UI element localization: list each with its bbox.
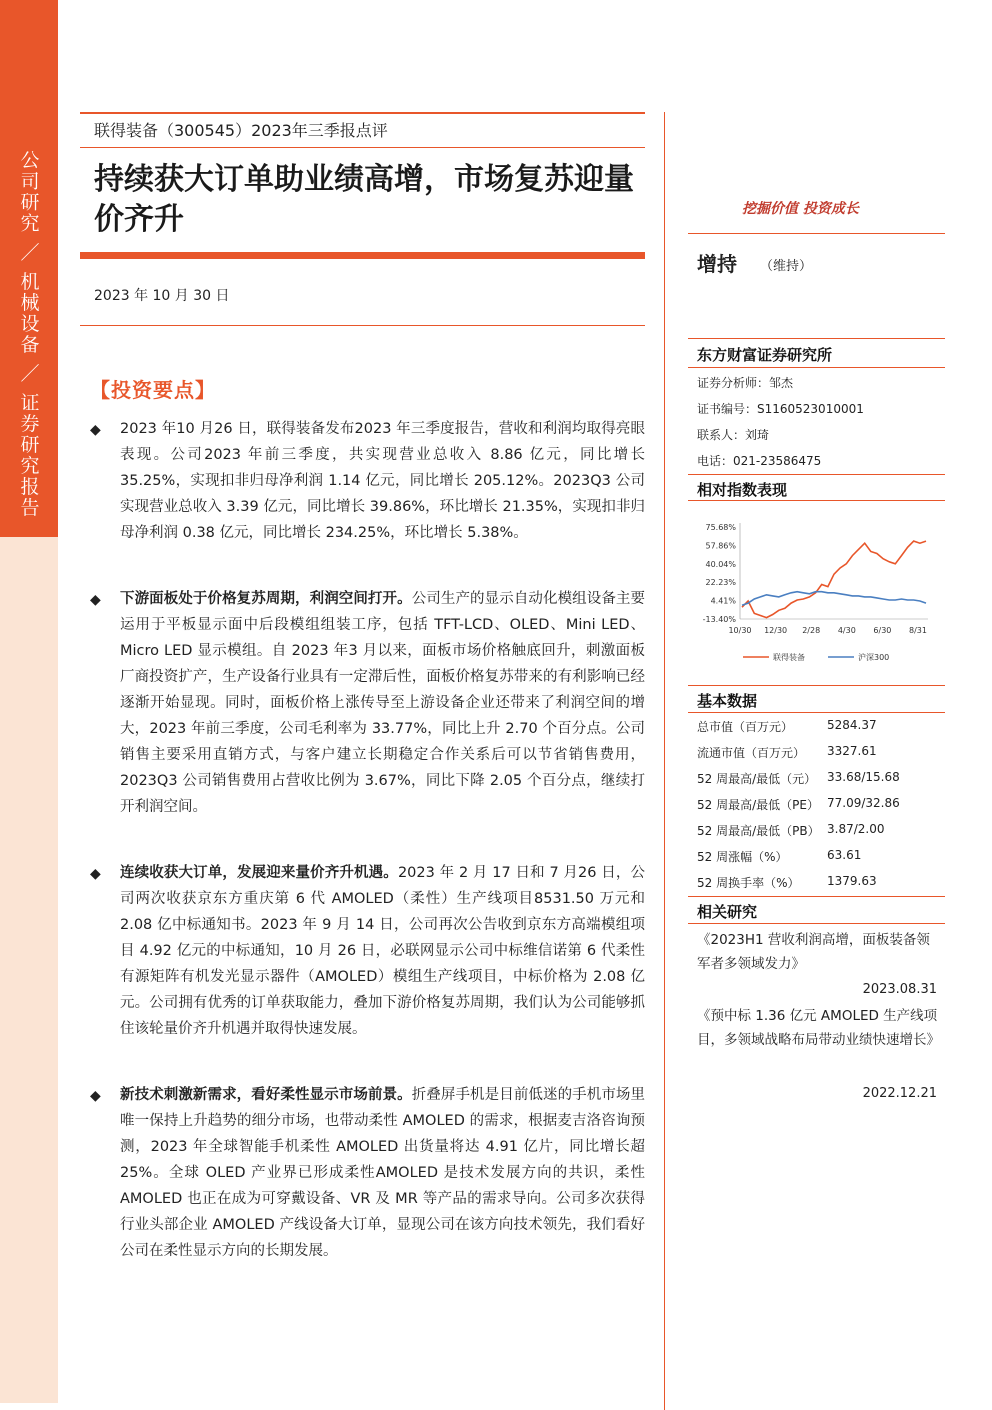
bullet-item xyxy=(90,586,645,820)
contact: 联系人：刘琦 xyxy=(697,428,770,442)
data-key: 52 周最高/最低（PB） xyxy=(697,824,820,838)
top-rule xyxy=(80,112,645,114)
legend-label: 联得装备 xyxy=(773,653,805,662)
data-value: 33.68/15.68 xyxy=(827,770,900,784)
diamond-icon: ◆ xyxy=(90,592,101,608)
data-value: 3327.61 xyxy=(827,744,877,758)
data-key: 52 周涨幅（%） xyxy=(697,850,788,864)
bullet-item xyxy=(90,416,645,546)
diamond-icon: ◆ xyxy=(90,422,101,438)
data-key: 52 周换手率（%） xyxy=(697,876,800,890)
series-line xyxy=(742,592,926,606)
related-report-link[interactable]: 《预中标 1.36 亿元 AMOLED 生产线项目，多领域战略布局带动业绩快速增长》 xyxy=(697,1008,940,1048)
data-value: 77.09/32.86 xyxy=(827,796,900,810)
bullet-lead: 下游面板处于价格复苏周期，利润空间打开。 xyxy=(120,591,412,607)
date-rule xyxy=(80,325,645,326)
bullet-item xyxy=(90,860,645,1042)
data-row xyxy=(697,796,937,820)
report-date: 2023 年 10 月 30 日 xyxy=(94,288,230,304)
data-key: 52 周最高/最低（PE） xyxy=(697,798,819,812)
sidebar-category: 公司研究 ／ 机械设备 ／ 证券研究报告 xyxy=(17,150,40,519)
rule xyxy=(688,474,945,475)
data-row xyxy=(697,744,937,768)
legend-label: 沪深300 xyxy=(858,653,890,662)
data-row xyxy=(697,874,937,898)
data-row xyxy=(697,848,937,872)
x-tick-label: 4/30 xyxy=(837,626,856,635)
rule xyxy=(688,233,945,234)
bullet-text: 折叠屏手机是目前低迷的手机市场里唯一保持上升趋势的细分市场，也带动柔性 AMOLED 的需求，根据麦吉洛咨询预测，2023 年全球智能手机柔性 AMOLED 出货量将达 4.91 亿片，同比增长超 25%。全球 OLED 产业界已形成柔性AMOLED 是技术发展方向的共识，柔性 AMOLED 也正在成为可穿戴设备、VR 及 MR 等产品的需求导向。公司多次获得行业头部企业 AMOLED 产线设备大订单，显现公司在该方向技术领先，我们看好公司在柔性显示方向的长期发展。 xyxy=(120,1087,646,1259)
rule xyxy=(688,367,945,368)
y-tick-label: -13.40% xyxy=(702,615,736,624)
rating: 增持 xyxy=(697,252,737,276)
report-type: 联得装备（300545）2023年三季报点评 xyxy=(94,121,388,140)
cert-number: 证书编号：S1160523010001 xyxy=(697,402,864,416)
x-tick-label: 2/28 xyxy=(802,626,821,635)
data-row xyxy=(697,718,937,742)
sidebar xyxy=(0,0,58,1403)
rule xyxy=(688,500,945,501)
bullet-text: 2023 年 2 月 17 日和 7 月26 日，公司两次收获京东方重庆第 6 代 AMOLED（柔性）生产线项目8531.50 万元和 2.08 亿中标通知书。2023 年 9 月 14 日，公司再次公告收到京东方高端模组项目 4.92 亿元的中标通知，10 月 26 日，必联网显示公司中标维信诺第 6 代柔性有源矩阵有机发光显示器件（AMOLED）模组生产线项目，中标价格为 2.08 亿元。公司拥有优秀的订单获取能力，叠加下游价格复苏周期，我们认为公司能够抓住该轮量价齐升机遇并取得快速发展。 xyxy=(120,865,645,1037)
rule xyxy=(688,923,945,924)
series-line xyxy=(742,541,926,618)
x-tick-label: 10/30 xyxy=(728,626,752,635)
x-tick-label: 12/30 xyxy=(764,626,788,635)
rule xyxy=(688,896,945,897)
phone: 电话：021-23586475 xyxy=(697,454,822,468)
data-value: 63.61 xyxy=(827,848,862,862)
slogan: 挖掘价值 投资成长 xyxy=(742,201,859,217)
related-report-date: 2023.08.31 xyxy=(862,982,937,997)
type-rule xyxy=(80,147,645,148)
diamond-icon: ◆ xyxy=(90,1088,101,1104)
rule xyxy=(688,712,945,713)
data-key: 总市值（百万元） xyxy=(697,720,794,734)
rating-note: （维持） xyxy=(760,259,813,274)
page-title: 持续获大订单助业绩高增，市场复苏迎量价齐升 xyxy=(94,162,634,237)
title-bar xyxy=(80,252,645,259)
chart-svg xyxy=(688,505,945,680)
y-tick-label: 57.86% xyxy=(705,541,736,551)
perf-title: 相对指数表现 xyxy=(697,481,788,499)
analyst: 证券分析师：邹杰 xyxy=(697,376,794,390)
bullet-lead: 新技术刺激新需求，看好柔性显示市场前景。 xyxy=(120,1087,412,1103)
related-report-date: 2022.12.21 xyxy=(862,1086,937,1101)
related-title: 相关研究 xyxy=(697,903,758,921)
bullet-text: 公司生产的显示自动化模组设备主要运用于平板显示面中后段模组组装工序，包括 TFT-LCD、OLED、Mini LED、Micro LED 显示模组。自 2023 年3 月以来，面板市场价格触底回升，刺激面板厂商投资扩产，生产设备行业具有一定滞后性，面板价格复苏带来的有利影响已经逐渐开始显现。同时，面板价格上涨传导至上游设备企业还带来了利润空间的增大，2023 年前三季度，公司毛利率为 33.77%，同比上升 2.70 个百分点。公司销售主要采用直销方式，与客户建立长期稳定合作关系后可以节省销售费用， 2023Q3 公司销售费用占营收比例为 3.67%，同比下降 2.05 个百分点，继续打开利润空间。 xyxy=(120,591,646,815)
data-value: 5284.37 xyxy=(827,718,877,732)
rule xyxy=(688,685,945,686)
y-tick-label: 22.23% xyxy=(705,578,736,588)
data-row xyxy=(697,822,937,846)
y-tick-label: 40.04% xyxy=(705,559,736,569)
data-value: 3.87/2.00 xyxy=(827,822,885,836)
y-tick-label: 75.68% xyxy=(705,523,736,532)
basic-title: 基本数据 xyxy=(697,692,758,710)
bullet-item xyxy=(90,1082,645,1264)
bullet-lead: 连续收获大订单，发展迎来量价齐升机遇。 xyxy=(120,865,398,881)
diamond-icon: ◆ xyxy=(90,866,101,882)
data-key: 52 周最高/最低（元） xyxy=(697,772,817,786)
column-divider xyxy=(664,112,665,1410)
x-tick-label: 6/30 xyxy=(873,626,892,635)
data-key: 流通市值（百万元） xyxy=(697,746,806,760)
data-row xyxy=(697,770,937,794)
data-value: 1379.63 xyxy=(827,874,877,888)
section-title: 【投资要点】 xyxy=(90,378,216,402)
related-report-link[interactable]: 《2023H1 营收利润高增，面板装备领军者多领域发力》 xyxy=(697,932,930,972)
relative-performance-chart xyxy=(688,505,945,680)
bullet-text: 2023 年10 月26 日，联得装备发布2023 年三季度报告，营收和利润均取得亮眼表现。公司2023 年前三季度，共实现营业总收入 8.86 亿元，同比增长 35.25%，实现扣非归母净利润 1.14 亿元，同比增长 205.12%。2023Q3 公司实现营业总收入 3.39 亿元，同比增长 39.86%，环比增长 21.35%，实现扣非归母净利润 0.38 亿元，同比增长 234.25%，环比增长 5.38%。 xyxy=(120,421,645,541)
x-tick-label: 8/31 xyxy=(909,626,927,635)
institute-name: 东方财富证券研究所 xyxy=(697,346,833,364)
y-tick-label: 4.41% xyxy=(710,596,736,606)
rule xyxy=(688,338,945,339)
